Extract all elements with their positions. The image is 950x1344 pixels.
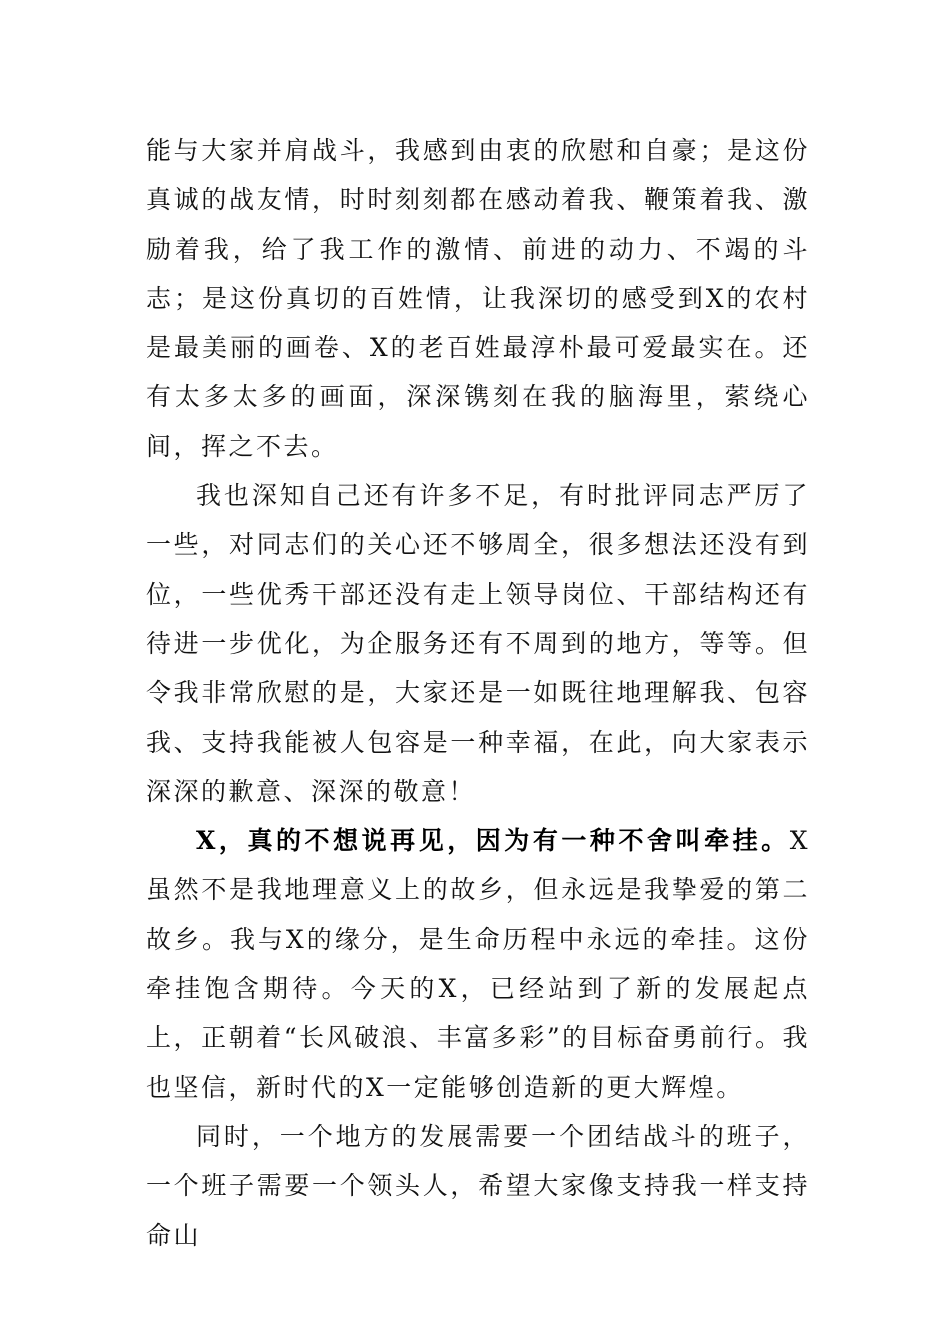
paragraph-3 [146, 816, 810, 1112]
paragraph-4 [146, 1112, 810, 1260]
paragraph-3-lead-sentence: X，真的不想说再见，因为有一种不舍叫牵挂。 [196, 826, 790, 856]
paragraph-1-text: 能与大家并肩战斗，我感到由衷的欣慰和自豪；是这份真诚的战友情，时时刻刻都在感动着我、鞭策着我、激励着我，给了我工作的激情、前进的动力、不竭的斗志；是这份真切的百姓情，让我深切的感受到X的农村是最美丽的画卷、X的老百姓最淳朴最可爱最实在。还有太多太多的画面，深深镌刻在我的脑海里，萦绕心间，挥之不去。 [146, 136, 810, 461]
paragraph-1 [146, 126, 810, 471]
paragraph-2-text: 我也深知自己还有许多不足，有时批评同志严厉了一些，对同志们的关心还不够周全，很多想法还没有到位，一些优秀干部还没有走上领导岗位、干部结构还有待进一步优化，为企服务还有不周到的地方，等等。但令我非常欣慰的是，大家还是一如既往地理解我、包容我、支持我能被人包容是一种幸福，在此，向大家表示深深的歉意、深深的敬意！ [146, 481, 810, 806]
paragraph-2 [146, 471, 810, 816]
document-body [146, 126, 810, 1260]
paragraph-4-text: 同时，一个地方的发展需要一个团结战斗的班子，一个班子需要一个领头人，希望大家像支持我一样支持命山 [146, 1121, 810, 1250]
paragraph-3-text: X虽然不是我地理意义上的故乡，但永远是我挚爱的第二故乡。我与X的缘分，是生命历程中永远的牵挂。这份牵挂饱含期待。今天的X，已经站到了新的发展起点上，正朝着“长风破浪、丰富多彩”的目标奋勇前行。我也坚信，新时代的X一定能够创造新的更大辉煌。 [146, 826, 810, 1102]
